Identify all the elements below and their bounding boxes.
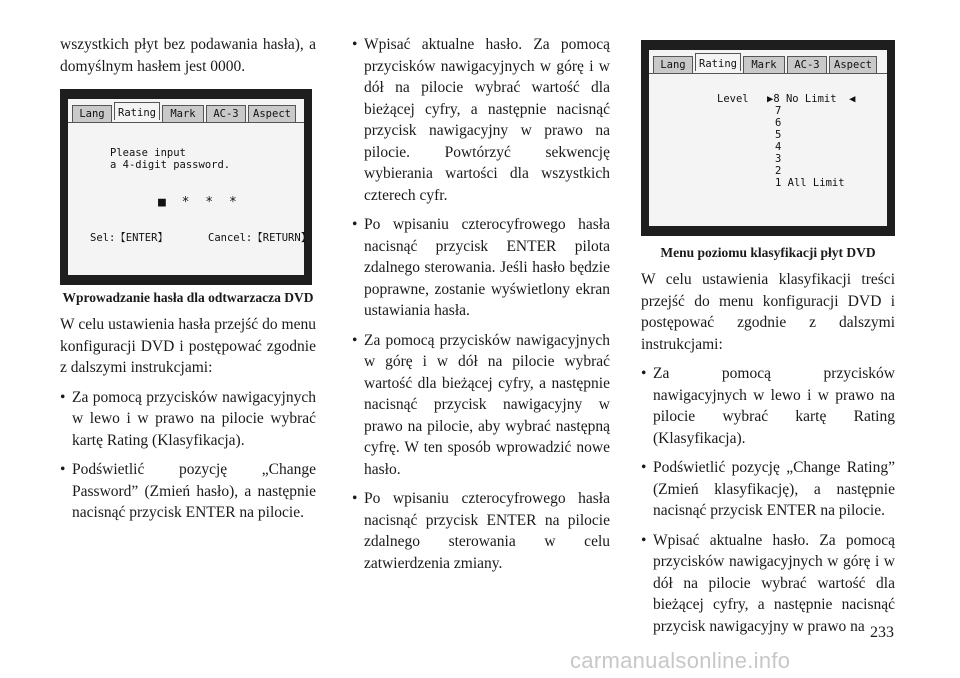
level-option-8: ▶8 No Limit ◀ [767, 93, 856, 105]
bullet-dot: • [60, 388, 66, 406]
bullet-list-3 [641, 363, 895, 637]
bullet-dot: • [641, 459, 647, 476]
intro-text: wszystkich płyt bez podawania hasła), a domyślnym hasłem jest 0000. [60, 36, 316, 75]
password-screen-figure [60, 89, 312, 285]
level-option-7: 7 [775, 105, 782, 117]
figure-2-caption: Menu poziomu klasyfikacji płyt DVD [660, 245, 876, 260]
watermark-text: carmanualsonline.info [570, 648, 791, 673]
bullet-dot: • [60, 461, 66, 478]
list-item: • Po wpisaniu czterocyfrowego hasła nacisnąć przycisk ENTER pilota zdalnego sterowania. Jeśli hasło będzie poprawne, zostanie wyświetlony ekran ustawiania hasła. [352, 216, 610, 319]
prompt-line-1: Please input [110, 147, 186, 159]
paragraph-1: W celu ustawienia hasła przejść do menu konfiguracji DVD i postępować zgodnie z dalszymi instrukcjami: [60, 316, 316, 376]
prompt-line-2: a 4-digit password. [110, 159, 231, 171]
list-item: • Wpisać aktualne hasło. Za pomocą przycisków nawigacyjnych w górę i w dół na pilocie wybrać wartość dla bieżącej cyfry, a następnie nacisnąć przycisk nawigacyjny w prawo na pilocie. Powtórzyć sekwencję wybierania wartości dla wszystkich czterech cyfr. [352, 36, 610, 204]
bullet-list-1 [60, 387, 316, 524]
page-number: 233 [870, 624, 894, 641]
column-1 [60, 34, 316, 532]
tab-aspect: Aspect [248, 105, 296, 123]
list-item: • Wpisać aktualne hasło. Za pomocą przycisków nawigacyjnych w górę i w dół na pilocie wybrać wartość dla bieżącej cyfry, a następnie nacisnąć przycisk nawigacyjny w prawo na [641, 531, 895, 635]
level-option-3: 3 [775, 153, 782, 165]
paragraph-2: W celu ustawienia klasyfikacji treści przejść do menu konfiguracji DVD i postępować zgodnie z dalszymi instrukcjami: [641, 271, 895, 353]
bullet-list-2 [352, 34, 610, 574]
figure-1-caption: Wprowadzanie hasła dla odtwarzacza DVD [62, 290, 314, 305]
tab-rating: Rating [695, 53, 741, 71]
bullet-dot: • [352, 490, 358, 507]
bullet-dot: • [352, 331, 358, 349]
cancel-hint: Cancel:【RETURN】 [208, 232, 312, 244]
tab-aspect: Aspect [829, 56, 877, 74]
tab-rating: Rating [114, 102, 160, 120]
list-item: • Za pomocą przycisków nawigacyjnych w górę i w dół na pilocie wybrać wartość dla bieżącej cyfry, a następnie nacisnąć przycisk nawigacyjny w prawo na pilocie, aby wybrać następną cyfrę. W ten sposób wprowadzić nowe hasło. [352, 331, 610, 478]
tab-ac3: AC-3 [787, 56, 827, 74]
column-3 [641, 40, 895, 645]
level-option-5: 5 [775, 129, 782, 141]
bullet-dot: • [352, 216, 358, 233]
list-item: • Za pomocą przycisków nawigacyjnych w lewo i w prawo na pilocie wybrać kartę Rating (Klasyfikacja). [60, 388, 316, 449]
rating-level-screen-figure [641, 40, 895, 236]
list-item: • Podświetlić pozycję „Change Password” (Zmień hasło), a następnie nacisnąć przycisk ENTER na pilocie. [60, 461, 316, 521]
column-2 [352, 34, 610, 582]
list-item: • Po wpisaniu czterocyfrowego hasła nacisnąć przycisk ENTER na pilocie zdalnego sterowania w celu zatwierdzenia zmiany. [352, 490, 610, 572]
select-hint: Sel:【ENTER】 [90, 232, 168, 244]
tab-ac3: AC-3 [206, 105, 246, 123]
tab-lang: Lang [653, 56, 693, 74]
menu-tabs [653, 56, 879, 74]
bullet-dot: • [641, 531, 647, 549]
bullet-dot: • [641, 365, 647, 382]
level-label: Level [717, 93, 749, 105]
list-item: • Podświetlić pozycję „Change Rating” (Zmień klasyfikację), a następnie nacisnąć przycisk ENTER na pilocie. [641, 459, 895, 519]
password-mask: ■ * * * [158, 195, 241, 210]
tab-mark: Mark [743, 56, 785, 74]
list-item: • Za pomocą przycisków nawigacyjnych w lewo i w prawo na pilocie wybrać kartę Rating (Klasyfikacja). [641, 365, 895, 447]
level-option-6: 6 [775, 117, 782, 129]
bullet-dot: • [352, 36, 358, 53]
menu-tabs [72, 105, 298, 123]
level-option-4: 4 [775, 141, 782, 153]
level-option-2: 2 [775, 165, 782, 177]
tab-mark: Mark [162, 105, 204, 123]
tab-lang: Lang [72, 105, 112, 123]
level-option-1: 1 All Limit [775, 177, 845, 189]
